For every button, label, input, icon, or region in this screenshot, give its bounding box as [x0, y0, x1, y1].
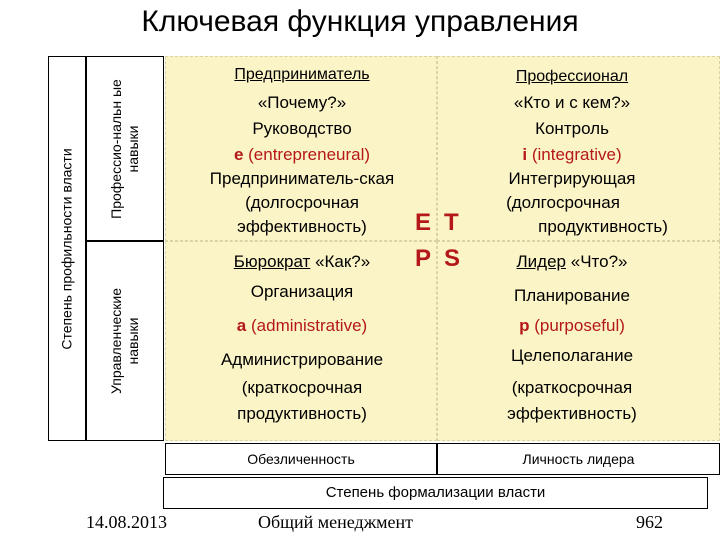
axis-label-professional-skills-box — [86, 56, 164, 241]
metric-effectiveness-2: эффективность) — [507, 404, 637, 423]
role-leader: Лидер — [516, 252, 566, 271]
axis-label-management-skills: Управленческие навыки — [108, 287, 141, 395]
bottom-label-impersonality: Обезличенность — [165, 443, 437, 475]
question-how: «Как?» — [315, 252, 371, 271]
code-letter-e: e — [233, 145, 244, 164]
code-word-purposeful: (purposeful) — [534, 316, 625, 335]
metric-effectiveness: эффективность) — [237, 217, 367, 236]
type-integrating: Интегрирующая — [508, 169, 636, 188]
type-goal-setting: Целеполагание — [510, 346, 634, 365]
metric-productivity-2: продуктивность) — [237, 404, 367, 423]
axis-label-professional-skills: Профессио-нальн ые навыки — [108, 78, 141, 219]
term-short: (краткосрочная — [241, 378, 363, 397]
code-i-line — [438, 145, 706, 165]
code-word-entrepreneural: (entrepreneural) — [248, 145, 371, 164]
code-letter-a: a — [236, 316, 247, 335]
role-professional: Профессионал — [515, 68, 629, 85]
letter-e: E — [415, 209, 432, 236]
role-question-leader — [438, 252, 706, 272]
code-e-line — [166, 145, 438, 165]
footer-page-number: 962 — [636, 512, 663, 532]
function-planning: Планирование — [513, 286, 631, 305]
letter-t: T — [444, 209, 459, 236]
footer-course: Общий менеджмент — [258, 512, 414, 532]
type-administration: Администрирование — [220, 350, 384, 369]
metric-productivity: продуктивность) — [538, 217, 668, 236]
role-entrepreneur: Предприниматель — [234, 66, 370, 83]
term-long: (долгосрочная — [245, 193, 359, 212]
function-control: Контроль — [535, 119, 609, 138]
function-organization: Организация — [250, 282, 354, 301]
footer-date: 14.08.2013 — [86, 512, 167, 532]
quadrant-professional — [437, 56, 720, 241]
code-letter-i: i — [522, 145, 528, 164]
bottom-label-leader-personality: Личность лидера — [437, 443, 720, 475]
letter-s: S — [444, 245, 461, 272]
quadrant-entrepreneur — [165, 56, 437, 241]
code-word-administrative: (administrative) — [251, 316, 368, 335]
term-short-2: (краткосрочная — [511, 378, 633, 397]
quadrant-bureaucrat — [165, 241, 437, 441]
code-letter-p: p — [519, 316, 530, 335]
role-bureaucrat: Бюрократ — [233, 252, 311, 271]
axis-label-formalization: Степень формализации власти — [163, 477, 708, 509]
axis-label-power-profile: Степень профильности власти — [58, 147, 75, 350]
quadrant-grid — [165, 56, 720, 441]
function-leadership: Руководство — [252, 119, 352, 138]
code-word-integrative: (integrative) — [531, 145, 622, 164]
quadrant-leader — [437, 241, 720, 441]
code-p-line — [438, 316, 706, 336]
role-question-bureaucrat — [166, 252, 438, 272]
type-entrepreneurial: Предприниматель-ская — [209, 169, 395, 188]
letter-p: P — [415, 245, 432, 272]
term-long-2: (долгосрочная — [506, 193, 620, 212]
slide-title: Ключевая функция управления — [141, 5, 579, 38]
code-a-line — [166, 316, 438, 336]
question-what: «Что?» — [570, 252, 628, 271]
question-who-with-whom: «Кто и с кем?» — [513, 93, 631, 112]
axis-label-power-profile-box — [48, 56, 86, 441]
axis-label-management-skills-box — [86, 241, 164, 441]
question-why: «Почему?» — [257, 93, 347, 112]
